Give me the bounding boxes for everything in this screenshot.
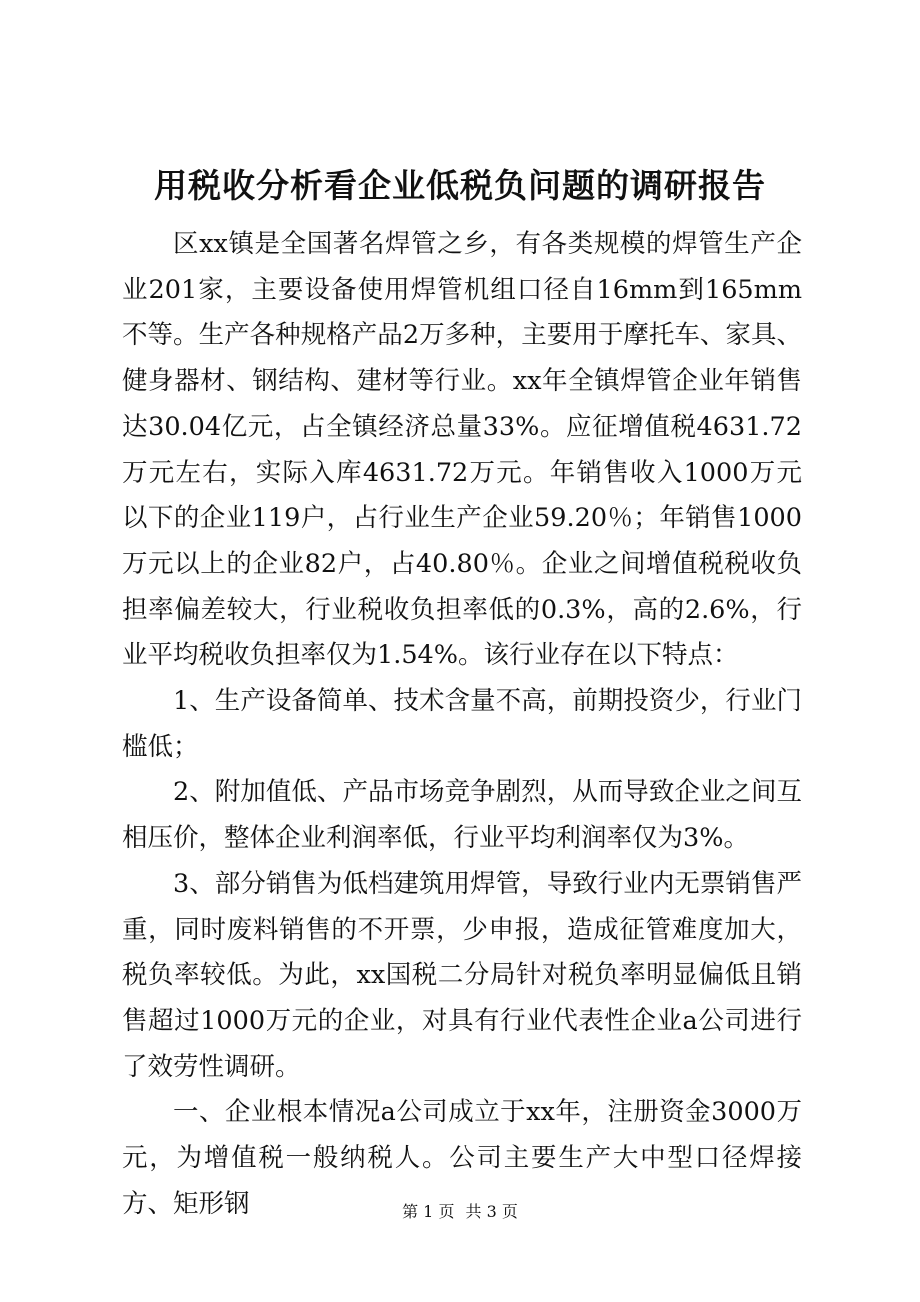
paragraph-feature-1: 1、生产设备简单、技术含量不高，前期投资少，行业门槛低； <box>122 686 802 762</box>
page-total: 共 3 页 <box>465 1202 518 1221</box>
page-number: 第 1 页 <box>402 1202 455 1221</box>
page-title: 用税收分析看企业低税负问题的调研报告 <box>154 166 766 205</box>
document-body <box>122 222 802 1227</box>
page-footer <box>0 1202 920 1222</box>
paragraph-feature-2: 2、附加值低、产品市场竞争剧烈，从而导致企业之间互相压价，整体企业利润率低，行业平均利润率仅为3%。 <box>122 777 802 854</box>
paragraph-section-1: 一、企业根本情况a公司成立于xx年，注册资金3000万元，为增值税一般纳税人。公司主要生产大中型口径焊接方、矩形钢 <box>122 1097 802 1219</box>
paragraph-feature-3: 3、部分销售为低档建筑用焊管，导致行业内无票销售严重，同时废料销售的不开票，少申报，造成征管难度加大，税负率较低。为此，xx国税二分局针对税负率明显偏低且销售超过1000万元的企业，对具有行业代表性企业a公司进行了效劳性调研。 <box>122 868 802 1082</box>
paragraph-intro: 区xx镇是全国著名焊管之乡，有各类规模的焊管生产企业201家，主要设备使用焊管机组口径自16mm到165mm不等。生产各种规格产品2万多种，主要用于摩托车、家具、健身器材、钢结构、建材等行业。xx年全镇焊管企业年销售达30.04亿元，占全镇经济总量33%。应征增值税4631.72万元左右，实际入库4631.72万元。年销售收入1000万元以下的企业119户，占行业生产企业59.20％；年销售1000万元以上的企业82户，占40.80％。企业之间增值税税收负担率偏差较大，行业税收负担率低的0.3%，高的2.6%，行业平均税收负担率仅为1.54%。该行业存在以下特点： <box>122 229 802 671</box>
